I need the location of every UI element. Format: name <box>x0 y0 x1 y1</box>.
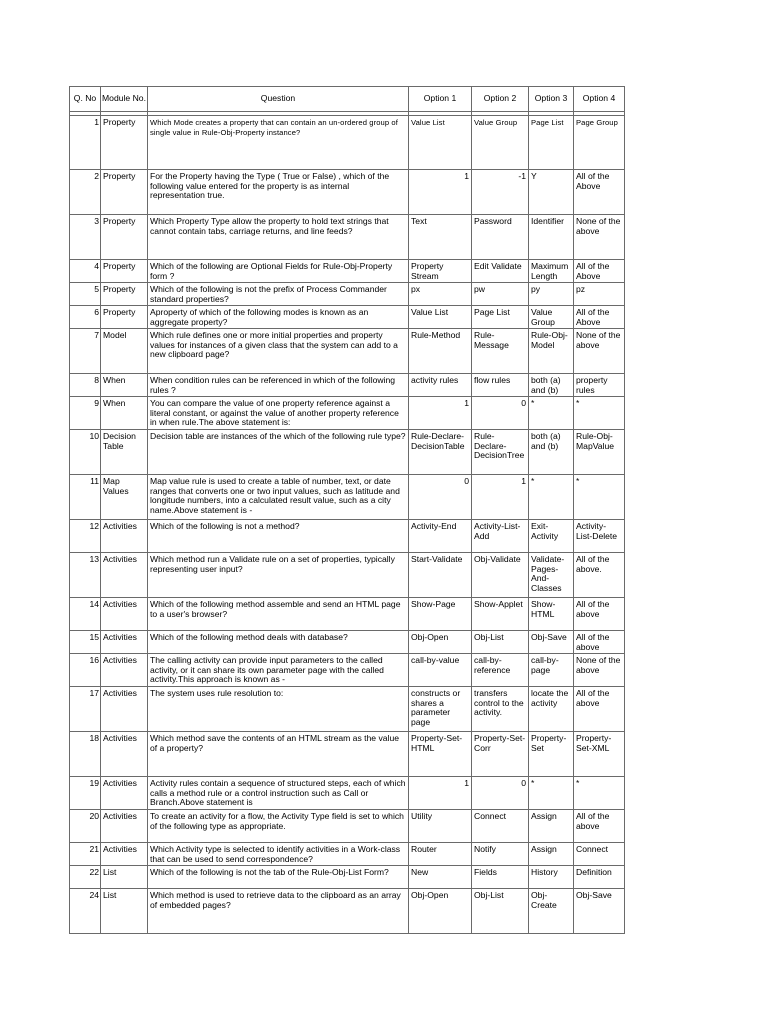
cell-option-2: Obj-List <box>472 889 529 934</box>
cell-option-2: Connect <box>472 810 529 843</box>
cell-option-1: 0 <box>409 475 472 520</box>
cell-option-4: None of the above <box>574 329 625 374</box>
table-row <box>70 374 625 397</box>
cell-option-2: 1 <box>472 475 529 520</box>
cell-module: Activities <box>101 777 148 810</box>
cell-option-4: Definition <box>574 866 625 889</box>
table-row <box>70 397 625 430</box>
table-row <box>70 260 625 283</box>
table-row <box>70 475 625 520</box>
cell-module: Activities <box>101 553 148 598</box>
cell-qno: 3 <box>70 215 101 260</box>
cell-module: Model <box>101 329 148 374</box>
table-row <box>70 598 625 631</box>
cell-option-4: Rule-Obj-MapValue <box>574 430 625 475</box>
cell-module: Activities <box>101 654 148 687</box>
cell-option-2: Fields <box>472 866 529 889</box>
cell-module: When <box>101 397 148 430</box>
table-row <box>70 215 625 260</box>
cell-qno: 5 <box>70 283 101 306</box>
cell-module: Activities <box>101 732 148 777</box>
cell-qno: 22 <box>70 866 101 889</box>
table-row <box>70 520 625 553</box>
cell-qno: 1 <box>70 116 101 170</box>
cell-module: Activities <box>101 810 148 843</box>
cell-qno: 17 <box>70 687 101 732</box>
header-option-3: Option 3 <box>529 87 574 112</box>
table-body <box>70 116 625 934</box>
cell-question: Which method save the contents of an HTML stream as the value of a property? <box>148 732 409 777</box>
cell-option-4: All of the above <box>574 810 625 843</box>
cell-option-1: Rule-Method <box>409 329 472 374</box>
cell-qno: 4 <box>70 260 101 283</box>
cell-qno: 2 <box>70 170 101 215</box>
cell-qno: 24 <box>70 889 101 934</box>
header-option-1: Option 1 <box>409 87 472 112</box>
table-row <box>70 283 625 306</box>
cell-option-3: Obj-Save <box>529 631 574 654</box>
cell-option-4: Page Group <box>574 116 625 170</box>
cell-option-1: 1 <box>409 397 472 430</box>
cell-option-3: Identifier <box>529 215 574 260</box>
cell-question: Which rule defines one or more initial properties and property values for instances of a given class that the system can add to a new clipboard page? <box>148 329 409 374</box>
cell-question: Which of the following method assemble and send an HTML page to a user's browser? <box>148 598 409 631</box>
cell-option-3: both (a) and (b) <box>529 430 574 475</box>
cell-question: Which Mode creates a property that can contain an un-ordered group of single value in Rule-Obj-Property instance? <box>148 116 409 170</box>
cell-question: Which of the following is not the prefix of Process Commander standard properties? <box>148 283 409 306</box>
question-table <box>69 86 625 934</box>
cell-qno: 13 <box>70 553 101 598</box>
cell-option-3: call-by-page <box>529 654 574 687</box>
cell-option-4: All of the above <box>574 631 625 654</box>
cell-option-3: Assign <box>529 810 574 843</box>
table-row <box>70 116 625 170</box>
cell-option-1: px <box>409 283 472 306</box>
table-row <box>70 553 625 598</box>
cell-option-4: * <box>574 397 625 430</box>
cell-option-2: Edit Validate <box>472 260 529 283</box>
cell-option-1: Router <box>409 843 472 866</box>
cell-option-2: Show-Applet <box>472 598 529 631</box>
header-option-2: Option 2 <box>472 87 529 112</box>
cell-question: Which method run a Validate rule on a set of properties, typically representing user input? <box>148 553 409 598</box>
cell-module: Activities <box>101 520 148 553</box>
cell-option-1: constructs or shares a parameter page <box>409 687 472 732</box>
cell-module: When <box>101 374 148 397</box>
cell-option-4: None of the above <box>574 215 625 260</box>
cell-option-3: Exit-Activity <box>529 520 574 553</box>
cell-option-2: transfers control to the activity. <box>472 687 529 732</box>
cell-option-2: -1 <box>472 170 529 215</box>
cell-module: Activities <box>101 598 148 631</box>
cell-option-2: Password <box>472 215 529 260</box>
cell-option-3: Show-HTML <box>529 598 574 631</box>
cell-question: Activity rules contain a sequence of structured steps, each of which calls a method rule or a control instruction such as Call or Branch.Above statement is <box>148 777 409 810</box>
cell-module: Map Values <box>101 475 148 520</box>
header-question: Question <box>148 87 409 112</box>
cell-option-2: flow rules <box>472 374 529 397</box>
cell-option-1: Obj-Open <box>409 889 472 934</box>
cell-option-3: locate the activity <box>529 687 574 732</box>
cell-option-3: Obj-Create <box>529 889 574 934</box>
cell-option-2: Obj-List <box>472 631 529 654</box>
cell-option-4: All of the Above <box>574 306 625 329</box>
table-row <box>70 732 625 777</box>
cell-option-1: Activity-End <box>409 520 472 553</box>
cell-module: Property <box>101 215 148 260</box>
table-row <box>70 170 625 215</box>
cell-qno: 6 <box>70 306 101 329</box>
cell-option-3: Maximum Length <box>529 260 574 283</box>
cell-qno: 18 <box>70 732 101 777</box>
cell-option-1: 1 <box>409 170 472 215</box>
cell-module: Decision Table <box>101 430 148 475</box>
cell-option-2: Rule-Message <box>472 329 529 374</box>
cell-option-3: Validate-Pages-And-Classes <box>529 553 574 598</box>
table-row <box>70 866 625 889</box>
table-row <box>70 631 625 654</box>
cell-option-3: * <box>529 397 574 430</box>
cell-question: The calling activity can provide input parameters to the called activity, or it can share its own parameter page with the called activity.This approach is known as - <box>148 654 409 687</box>
cell-option-2: Rule-Declare-DecisionTree <box>472 430 529 475</box>
cell-option-3: Assign <box>529 843 574 866</box>
cell-question: Decision table are instances of the which of the following rule type? <box>148 430 409 475</box>
table-row <box>70 810 625 843</box>
cell-option-2: 0 <box>472 777 529 810</box>
cell-option-4: Activity-List-Delete <box>574 520 625 553</box>
cell-qno: 19 <box>70 777 101 810</box>
cell-qno: 11 <box>70 475 101 520</box>
cell-option-1: Show-Page <box>409 598 472 631</box>
cell-option-4: All of the Above <box>574 260 625 283</box>
cell-option-1: call-by-value <box>409 654 472 687</box>
cell-qno: 15 <box>70 631 101 654</box>
cell-option-2: Activity-List-Add <box>472 520 529 553</box>
cell-option-1: Value List <box>409 306 472 329</box>
cell-qno: 16 <box>70 654 101 687</box>
cell-option-1: Text <box>409 215 472 260</box>
cell-option-3: * <box>529 777 574 810</box>
cell-question: Which Activity type is selected to identify activities in a Work-class that can be used to send correspondence? <box>148 843 409 866</box>
cell-qno: 21 <box>70 843 101 866</box>
cell-option-4: Obj-Save <box>574 889 625 934</box>
cell-module: Property <box>101 306 148 329</box>
cell-module: Property <box>101 283 148 306</box>
table-row <box>70 889 625 934</box>
cell-module: Activities <box>101 843 148 866</box>
cell-option-3: * <box>529 475 574 520</box>
cell-module: Activities <box>101 631 148 654</box>
cell-qno: 14 <box>70 598 101 631</box>
cell-module: Property <box>101 260 148 283</box>
cell-module: Property <box>101 170 148 215</box>
cell-option-4: * <box>574 475 625 520</box>
cell-option-4: All of the above <box>574 687 625 732</box>
cell-option-2: Notify <box>472 843 529 866</box>
cell-question: Which of the following are Optional Fields for Rule-Obj-Property form ? <box>148 260 409 283</box>
cell-option-1: Value List <box>409 116 472 170</box>
table-row <box>70 306 625 329</box>
cell-option-1: Rule-Declare-DecisionTable <box>409 430 472 475</box>
cell-qno: 20 <box>70 810 101 843</box>
cell-question: Which Property Type allow the property to hold text strings that cannot contain tabs, carriage returns, and line feeds? <box>148 215 409 260</box>
table-row <box>70 687 625 732</box>
cell-question: You can compare the value of one property reference against a literal constant, or against the value of another property reference in when rule.The above statement is: <box>148 397 409 430</box>
header-qno: Q. No <box>70 87 101 112</box>
cell-option-1: activity rules <box>409 374 472 397</box>
cell-option-4: All of the above <box>574 598 625 631</box>
cell-option-2: 0 <box>472 397 529 430</box>
cell-option-4: None of the above <box>574 654 625 687</box>
cell-question: Which of the following method deals with database? <box>148 631 409 654</box>
table-row <box>70 843 625 866</box>
cell-question: To create an activity for a flow, the Activity Type field is set to which of the following type as appropriate. <box>148 810 409 843</box>
cell-question: For the Property having the Type ( True or False) , which of the following value entered for the property is as internal representation true. <box>148 170 409 215</box>
cell-option-4: All of the above. <box>574 553 625 598</box>
header-row <box>70 87 625 112</box>
table-row <box>70 654 625 687</box>
cell-option-1: 1 <box>409 777 472 810</box>
cell-option-1: Property-Set-HTML <box>409 732 472 777</box>
cell-option-3: both (a) and (b) <box>529 374 574 397</box>
header-option-4: Option 4 <box>574 87 625 112</box>
cell-option-1: Utility <box>409 810 472 843</box>
table-row <box>70 329 625 374</box>
cell-option-4: * <box>574 777 625 810</box>
cell-option-2: Obj-Validate <box>472 553 529 598</box>
table-row <box>70 430 625 475</box>
cell-option-3: Y <box>529 170 574 215</box>
cell-question: Map value rule is used to create a table of number, text, or date ranges that converts one or two input values, such as latitude and longitude numbers, into a calculated result value, such as a city name.Above statement is - <box>148 475 409 520</box>
cell-option-3: Rule-Obj-Model <box>529 329 574 374</box>
cell-option-2: Value Group <box>472 116 529 170</box>
cell-option-1: Property Stream <box>409 260 472 283</box>
cell-qno: 9 <box>70 397 101 430</box>
cell-option-1: Obj-Open <box>409 631 472 654</box>
table-row <box>70 777 625 810</box>
header-module: Module No. <box>101 87 148 112</box>
cell-question: The system uses rule resolution to: <box>148 687 409 732</box>
cell-qno: 10 <box>70 430 101 475</box>
cell-option-3: py <box>529 283 574 306</box>
cell-module: List <box>101 889 148 934</box>
cell-option-3: Value Group <box>529 306 574 329</box>
cell-option-2: Property-Set-Corr <box>472 732 529 777</box>
cell-module: Activities <box>101 687 148 732</box>
cell-qno: 8 <box>70 374 101 397</box>
cell-option-3: Page List <box>529 116 574 170</box>
cell-question: When condition rules can be referenced in which of the following rules ? <box>148 374 409 397</box>
cell-option-4: property rules <box>574 374 625 397</box>
cell-question: Aproperty of which of the following modes is known as an aggregate property? <box>148 306 409 329</box>
cell-option-4: Property-Set-XML <box>574 732 625 777</box>
cell-option-1: New <box>409 866 472 889</box>
cell-question: Which of the following is not the tab of the Rule-Obj-List Form? <box>148 866 409 889</box>
cell-question: Which of the following is not a method? <box>148 520 409 553</box>
cell-qno: 12 <box>70 520 101 553</box>
cell-option-3: Property-Set <box>529 732 574 777</box>
cell-qno: 7 <box>70 329 101 374</box>
cell-option-2: Page List <box>472 306 529 329</box>
cell-option-2: pw <box>472 283 529 306</box>
cell-question: Which method is used to retrieve data to the clipboard as an array of embedded pages? <box>148 889 409 934</box>
cell-option-4: pz <box>574 283 625 306</box>
cell-option-3: History <box>529 866 574 889</box>
cell-module: Property <box>101 116 148 170</box>
cell-option-4: Connect <box>574 843 625 866</box>
cell-option-2: call-by-reference <box>472 654 529 687</box>
cell-module: List <box>101 866 148 889</box>
cell-option-4: All of the Above <box>574 170 625 215</box>
cell-option-1: Start-Validate <box>409 553 472 598</box>
